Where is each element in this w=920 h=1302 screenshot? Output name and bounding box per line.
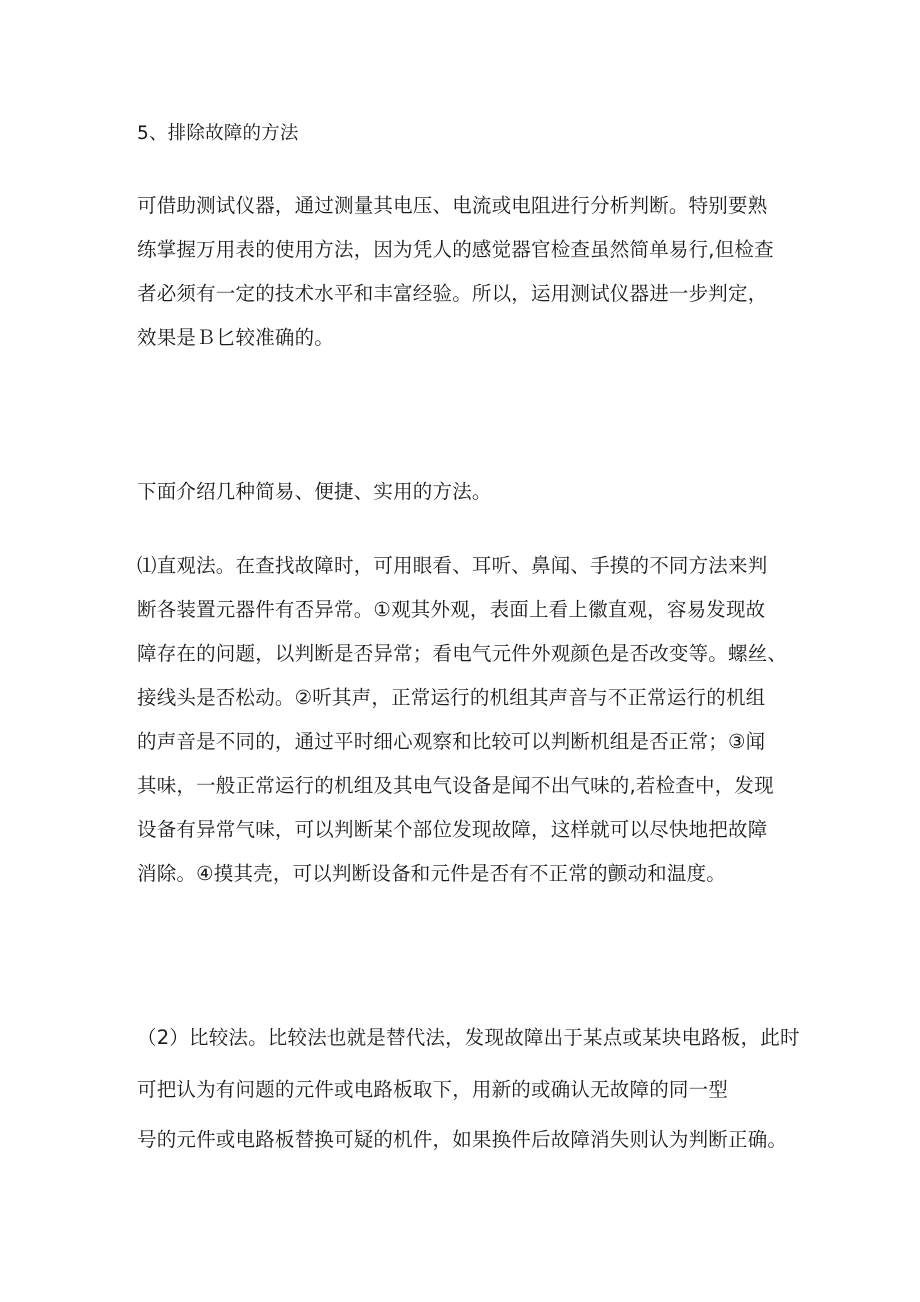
method1-line-6: 其味，一般正常运行的机组及其电气设备是闻不出气味的,若检查中，发现 [137,774,774,797]
method1-line-2: 断各装置元器件有否异常。①观其外观，表面上看上徽直观，容易发现故 [137,598,766,621]
intro-line-1: 可借助测试仪器，通过测量其电压、电流或电阻进行分析判断。特别要熟 [137,194,768,217]
method1-line-3: 障存在的问题，以判断是否异常；看电气元件外观颜色是否改变等。螺丝、 [137,642,788,665]
method1-line-7: 设备有异常气味，可以判断某个部位发现故障，这样就可以尽快地把故障 [137,818,768,841]
methods-intro: 下面介绍几种简易、便捷、实用的方法。 [137,480,492,503]
method1-line-1: ⑴直观法。在查找故障时，可用眼看、耳听、鼻闻、手摸的不同方法来判 [137,554,768,577]
intro-line-2: 练掌握万用表的使用方法，因为凭人的感觉器官检查虽然简单易行,但检查 [137,238,774,261]
section-heading: 5、排除故障的方法 [137,123,299,144]
method1-line-5: 的声音是不同的，通过平时细心观察和比较可以判断机组是否正常；③闻 [137,730,766,753]
method1-line-4: 接线头是否松动。②听其声，正常运行的机组其声音与不正常运行的机组 [137,686,766,709]
method2-line-2: 可把认为有问题的元件或电路板取下，用新的或确认无故障的同一型 [137,1078,729,1101]
method2-line-1: （2）比较法。比较法也就是替代法，发现故障出于某点或某块电路板，此时 [137,1026,800,1049]
intro-line-4: 效果是Ｂ匕较准确的。 [137,326,335,349]
method1-line-8: 消除。④摸其壳，可以判断设备和元件是否有不正常的颤动和温度。 [137,862,726,885]
intro-line-3: 者必须有一定的技术水平和丰富经验。所以，运用测试仪器进一步判定， [137,282,768,305]
method2-line-3: 号的元件或电路板替换可疑的机件，如果换件后故障消失则认为判断正确。 [137,1128,788,1151]
